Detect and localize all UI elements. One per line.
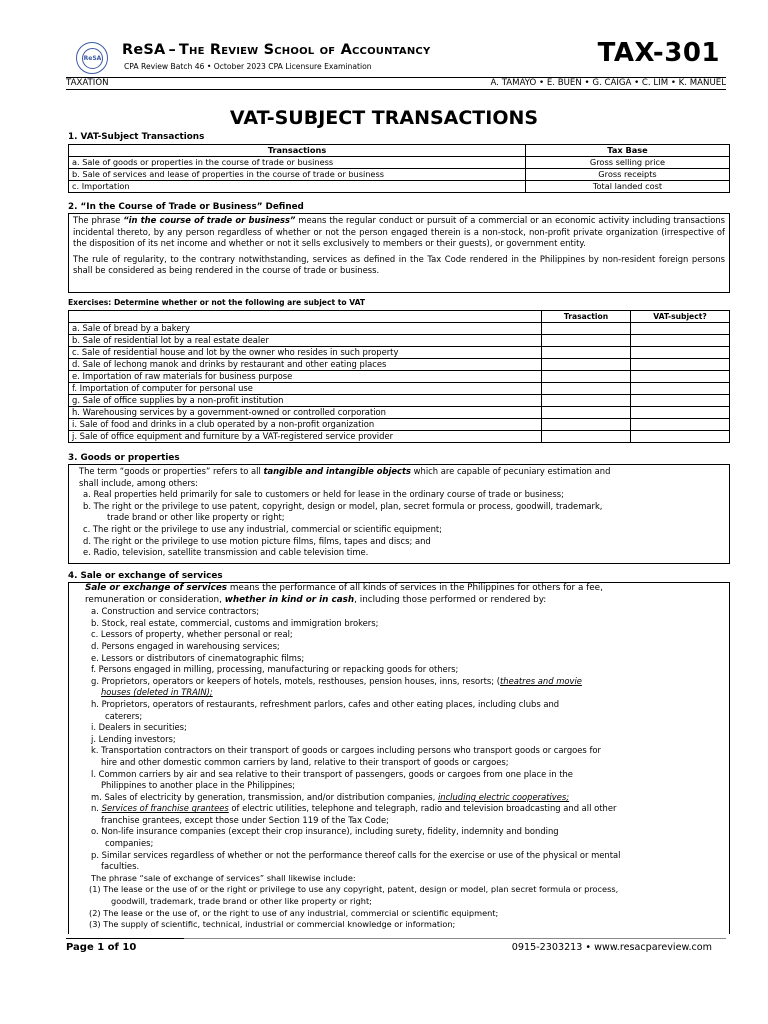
table-row (69, 371, 730, 383)
answer-cell[interactable] (542, 359, 631, 371)
table-cell: f. Importation of computer for personal use (69, 383, 542, 395)
review-subtitle: CPA Review Batch 46 • October 2023 CPA Licensure Examination (124, 62, 372, 71)
page-number: Page 1 of 10 (66, 942, 137, 953)
answer-cell[interactable] (542, 323, 631, 335)
table-row (69, 395, 730, 407)
column-header: Tax Base (526, 145, 730, 157)
table-header-row (69, 145, 730, 157)
table-cell: Gross selling price (526, 157, 730, 169)
list-item (85, 803, 723, 815)
table-row (69, 407, 730, 419)
table-cell: a. Sale of bread by a bakery (69, 323, 542, 335)
list-item: p. Similar services regardless of whether or not the performance thereof calls for the exercise or use of the physical or mental (91, 849, 621, 860)
emphasis-text: tangible and intangible objects (263, 466, 412, 476)
resa-logo (76, 42, 108, 74)
list-item (85, 792, 723, 804)
list-item: d. The right or the privilege to use motion picture films, films, tapes and discs; and (83, 535, 431, 546)
page-title: VAT-SUBJECT TRANSACTIONS (229, 107, 539, 129)
table-row (69, 431, 730, 443)
answer-cell[interactable] (631, 395, 730, 407)
header-rule-bottom (66, 89, 726, 90)
school-name: ReSA – The Review School of Accountancy (122, 42, 431, 58)
text-span: n. (91, 803, 102, 814)
authors-label: A. TAMAYO • E. BUEN • G. CAIGA • C. LIM • K. MANUEL (490, 78, 726, 88)
answer-cell[interactable] (631, 347, 730, 359)
section-1-heading: 1. VAT-Subject Transactions (68, 132, 205, 142)
text-span: means the performance of all kinds of services in the Philippines for others for a fee, (227, 583, 603, 593)
table-cell: i. Sale of food and drinks in a club operated by a non-profit organization (69, 419, 542, 431)
emphasis-text: Services of franchise grantees (101, 803, 229, 814)
column-header (69, 311, 542, 323)
goods-properties-box (68, 464, 730, 564)
table-row (69, 419, 730, 431)
brand-long: The Review School of Accountancy (178, 42, 431, 58)
answer-cell[interactable] (631, 323, 730, 335)
table-row (69, 335, 730, 347)
contact-info: 0915-2303213 • www.resacpareview.com (511, 942, 712, 953)
emphasis-text: “in the course of trade or business” (123, 215, 296, 225)
goods-intro (79, 466, 723, 478)
list-item: c. Lessors of property, whether personal or real; (91, 629, 293, 640)
text-span: of electric utilities, telephone and telegraph, radio and television broadcasting and all other (228, 803, 617, 814)
exercises-table (68, 310, 730, 443)
services-box (68, 582, 730, 934)
answer-cell[interactable] (542, 383, 631, 395)
definition-paragraph (73, 215, 725, 250)
section-3-heading: 3. Goods or properties (68, 453, 180, 463)
list-item: j. Lending investors; (91, 733, 176, 744)
regularity-paragraph: The rule of regularity, to the contrary notwithstanding, services as defined in the Tax Code rendered in the Philippines by non-resident foreign persons shall be considered as being rendered in the course of trade or business. (73, 253, 725, 276)
trade-business-definition (68, 213, 730, 293)
table-cell: h. Warehousing services by a government-owned or controlled corporation (69, 407, 542, 419)
table-cell: b. Sale of residential lot by a real estate dealer (69, 335, 542, 347)
list-item: e. Radio, television, satellite transmission and cable television time. (83, 547, 369, 558)
text-span: g. Proprietors, operators or keepers of hotels, motels, resthouses, pension houses, inns, resorts; ( (91, 675, 500, 686)
services-intro (85, 583, 723, 595)
text-span: remuneration or consideration, (85, 594, 225, 605)
answer-cell[interactable] (542, 431, 631, 443)
list-item-cont: franchise grantees, except those under Section 119 of the Tax Code; (101, 814, 389, 825)
vat-subject-table (68, 144, 730, 193)
exercises-heading: Exercises: Determine whether or not the following are subject to VAT (68, 298, 366, 307)
list-item: c. The right or the privilege to use any industrial, commercial or scientific equipment; (83, 523, 442, 534)
text-span: , including those performed or rendered by: (354, 594, 547, 605)
list-item: l. Common carriers by air and sea relative to their transport of passengers, goods or cargoes from one place in the (91, 768, 573, 779)
sub-item: (1) The lease or the use of or the right or privilege to use any copyright, patent, design or model, plan secret formula or process, (89, 884, 619, 895)
answer-cell[interactable] (631, 407, 730, 419)
table-cell: c. Importation (69, 181, 526, 193)
table-cell: b. Sale of services and lease of properties in the course of trade or business (69, 169, 526, 181)
table-row (69, 157, 730, 169)
table-row (69, 169, 730, 181)
list-item: h. Proprietors, operators of restaurants, refreshment parlors, cafes and other eating places, including clubs and (91, 698, 560, 709)
section-4-heading: 4. Sale or exchange of services (68, 571, 223, 581)
list-item-cont: caterers; (105, 710, 143, 721)
table-cell: Total landed cost (526, 181, 730, 193)
list-item-cont: trade brand or other like property or right; (107, 512, 285, 523)
list-item-cont: faculties. (101, 861, 140, 872)
answer-cell[interactable] (631, 383, 730, 395)
goods-intro-cont: shall include, among others: (79, 477, 198, 488)
deleted-text: houses (deleted in TRAIN); (101, 687, 213, 698)
table-cell: j. Sale of office equipment and furniture by a VAT-registered service provider (69, 431, 542, 443)
emphasis-text: whether in kind or in cash (224, 594, 355, 605)
answer-cell[interactable] (631, 359, 730, 371)
answer-cell[interactable] (542, 407, 631, 419)
table-cell: a. Sale of goods or properties in the course of trade or business (69, 157, 526, 169)
text-span: means the regular conduct or pursuit of a commercial or an economic activity including transactions incidental thereto, by any person regardless of whether or not the person engaged therein is a non-stock, non-profit private organization (irrespective of the disposition of its net income and whether or not it sells exclusively to members or their guests), or government entity. (73, 215, 726, 249)
sub-item-cont: goodwill, trademark, trade brand or other like property or right; (111, 896, 372, 907)
table-cell: g. Sale of office supplies by a non-profit institution (69, 395, 542, 407)
table-header-row (69, 311, 730, 323)
column-header: Trasaction (542, 311, 631, 323)
answer-cell[interactable] (542, 347, 631, 359)
answer-cell[interactable] (631, 335, 730, 347)
list-item: k. Transportation contractors on their transport of goods or cargoes including persons who transport goods or cargoes for (91, 745, 601, 756)
section-2-heading: 2. “In the Course of Trade or Business” Defined (68, 202, 304, 212)
table-cell: d. Sale of lechong manok and drinks by restaurant and other eating places (69, 359, 542, 371)
column-header: Transactions (69, 145, 526, 157)
list-item: f. Persons engaged in milling, processing, manufacturing or repacking goods for others; (91, 664, 459, 675)
sub-item: (2) The lease or the use of, or the right to use of any industrial, commercial or scientific equipment; (89, 907, 499, 918)
list-item-cont: Philippines to another place in the Philippines; (101, 780, 296, 791)
answer-cell[interactable] (631, 431, 730, 443)
table-row (69, 347, 730, 359)
answer-cell[interactable] (542, 371, 631, 383)
list-item-cont: companies; (105, 838, 154, 849)
document-header (66, 38, 726, 78)
text-span: which are capable of pecuniary estimation and (411, 466, 611, 476)
deleted-text: theatres and movie (500, 675, 582, 686)
list-item: i. Dealers in securities; (91, 722, 187, 733)
text-span: The term “goods or properties” refers to all (79, 466, 264, 476)
table-row (69, 359, 730, 371)
list-item: o. Non-life insurance companies (except their crop insurance), including surety, fidelity, indemnity and bonding (91, 826, 559, 837)
answer-cell[interactable] (542, 419, 631, 431)
table-cell: e. Importation of raw materials for business purpose (69, 371, 542, 383)
sub-item: (3) The supply of scientific, technical, industrial or commercial knowledge or information; (89, 919, 456, 930)
subject-label: TAXATION (66, 78, 109, 88)
text-span: The phrase (73, 215, 124, 225)
table-cell: Gross receipts (526, 169, 730, 181)
list-item-cont: hire and other domestic common carriers by land, relative to their transport of goods or cargoes; (101, 756, 509, 767)
list-item: b. Stock, real estate, commercial, customs and immigration brokers; (91, 617, 379, 628)
emphasis-text: including electric cooperatives; (437, 791, 570, 802)
column-header: VAT-subject? (631, 311, 730, 323)
list-item: b. The right or the privilege to use patent, copyright, design or model, plan, secret formula or process, goodwill, trademark, (83, 500, 603, 511)
footer-rule-short (66, 938, 184, 939)
answer-cell[interactable] (542, 335, 631, 347)
table-cell: c. Sale of residential house and lot by the owner who resides in such property (69, 347, 542, 359)
list-item: e. Lessors or distributors of cinematographic films; (91, 652, 305, 663)
table-row (69, 323, 730, 335)
course-code: TAX-301 (597, 38, 720, 68)
list-item: a. Construction and service contractors; (91, 606, 260, 617)
answer-cell[interactable] (631, 419, 730, 431)
services-intro-cont (85, 595, 723, 607)
answer-cell[interactable] (631, 371, 730, 383)
list-item (85, 676, 723, 688)
brand-short: ReSA (122, 42, 166, 58)
text-span: m. Sales of electricity by generation, transmission, and/or distribution companies, (91, 791, 438, 802)
phrase-line: The phrase “sale of exchange of services” shall likewise include: (91, 872, 356, 883)
answer-cell[interactable] (542, 395, 631, 407)
list-item: a. Real properties held primarily for sale to customers or held for lease in the ordinary course of trade or business; (83, 489, 564, 500)
table-row (69, 181, 730, 193)
list-item: d. Persons engaged in warehousing services; (91, 640, 280, 651)
list-item-cont (85, 687, 723, 699)
table-row (69, 383, 730, 395)
emphasis-text: Sale or exchange of services (85, 583, 228, 593)
logo-text: ReSA (82, 48, 103, 69)
